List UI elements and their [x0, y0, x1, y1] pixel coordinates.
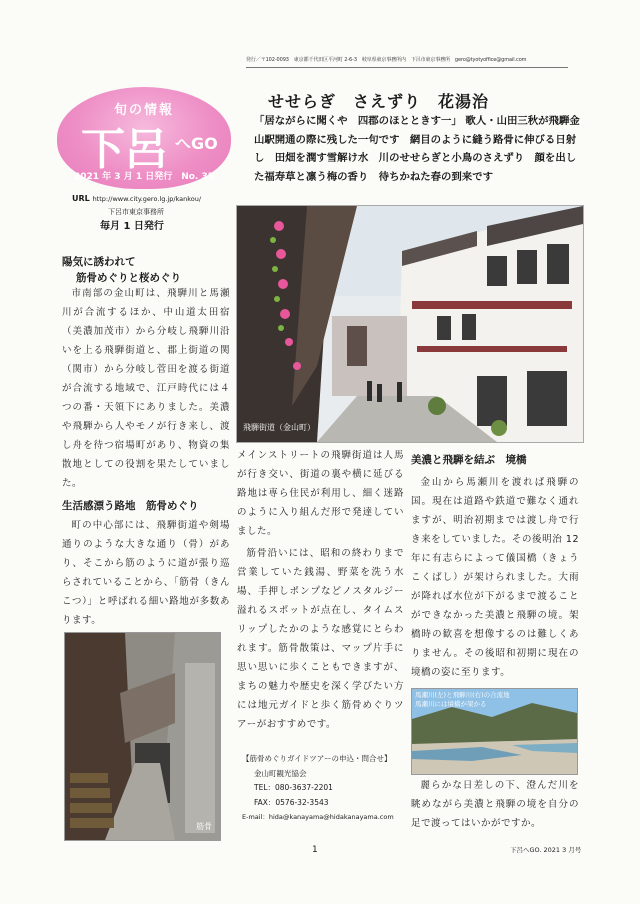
office-name: 下呂市東京事務所	[108, 208, 164, 216]
river-photo-caption: 馬瀬川(左)と飛騨川(右)の合流地 馬瀬川には境橋が架かる	[415, 691, 510, 708]
alley-photo-caption: 筋骨	[196, 822, 212, 831]
frequency: 毎月 1 日発行	[100, 221, 164, 232]
contact-org: 金山町観光協会	[254, 768, 307, 778]
column2-para2: 筋骨沿いには、昭和の終わりまで営業していた銭湯、野菜を洗う水場、手押しポンプなどノスタルジー溢れるスポットが点在し、タイムスリップしたかのような感覚にとらわれます。筋骨散策は、マップ片手に思い思いに歩くこともできますが、まちの魅力や歴史を深く学びたい方には地元ガイドと歩く筋骨めぐりツアーがおすすめです。	[237, 548, 404, 730]
section2-heading: 生活感漂う路地 筋骨めぐり	[62, 500, 199, 512]
feature-title: せせらぎ さえずり 花湯治	[268, 92, 490, 111]
publisher-info: 発行／〒102-0093 東京都千代田区平河町 2-6-3 岐阜県東京事務所内 下呂市東京事務所 gero@tyotyoffice@gmail.com	[246, 57, 527, 63]
section1-heading-line2: 筋骨めぐりと桜めぐり	[76, 272, 181, 284]
logo-subtitle: 旬の情報	[113, 103, 174, 118]
header-rule	[246, 67, 568, 68]
url-link[interactable]: http://www.city.gero.lg.jp/kankou/	[92, 195, 202, 203]
river-photo	[411, 688, 578, 775]
page-number: 1	[312, 845, 318, 855]
section1-heading	[62, 254, 230, 286]
contact-box	[242, 752, 402, 825]
section3-closing: 麗らかな日差しの下、澄んだ川を眺めながら美濃と飛騨の境を自分の足で渡ってはいかがですか。	[411, 780, 579, 829]
section3-body: 金山から馬瀬川を渡れば飛騨の国。現在は道路や鉄道で難なく通れますが、明治初期までは渡し舟で行き来をしていました。その後明治 12 年に有志らによって儀国橋（きょうこくばし）が架けられました。大雨が降れば水位が下がるまで渡ることができなかった美濃と飛騨の境。架橋時の歓喜を想像するのは難しくありません。その後昭和初期に現在の境橋の姿に至ります。	[411, 477, 579, 678]
street-photo	[236, 205, 584, 443]
logo-suffix: へGO	[175, 134, 218, 153]
street-photo-caption: 飛騨街道（金山町）	[243, 423, 315, 432]
url-line[interactable]	[72, 194, 201, 203]
contact-fax: FAX：0576-32-3543	[254, 797, 329, 807]
footer-issue: 下呂へGO. 2021 3 月号	[510, 846, 582, 854]
feature-poem: 「居ながらに聞くや 四郡のほとときす一」 歌人・山田三秋が飛騨金山駅開通の際に残した一句です 網目のように縫う路骨に伸びる日射し 田畑を潤す雪解け水 川のせせらぎと小鳥のさえずり 顔を出した福寿草と凛う梅の香り 待ちかねた春の到来です	[254, 115, 580, 183]
contact-tel[interactable]: TEL：080-3637-2201	[254, 783, 333, 792]
issue-date: 2021 年 3 月 1 日発行 No. 35	[73, 172, 215, 182]
section1-body: 市南部の金山町は、飛騨川と馬瀬川が合流するほか、中山道太田宿（美濃加茂市）から分岐し飛騨川沿いを上る飛騨街道と、郡上街道の関（関市）から分岐し菅田を渡る街道が合流する地域で、江戸時代には４つの番・天領下にありました。美濃や飛騨から人やモノが行き来し、渡し舟を待つ宿場町があり、物資の集散地としての役割を果たしていました。	[62, 288, 230, 489]
section1-heading-line1: 陽気に誘われて	[62, 256, 136, 268]
logo-name: 下呂	[81, 124, 167, 175]
section3-heading: 美濃と飛騨を結ぶ 境橋	[411, 454, 527, 466]
url-label: URL	[72, 194, 90, 203]
logo	[57, 87, 231, 189]
section2-body: 町の中心部には、飛騨街道や剣場通りのような大きな通り（骨）があり、そこから筋のように道が張り巡らされていることから、「筋骨（きんこつ）」と呼ばれる細い路地が多数あります。	[62, 520, 230, 626]
column2-para1: メインストリートの飛騨街道は人馬が行き交い、街道の裏や横に延びる路地は専ら住民が利用し、細く迷路のように入り組んだ形で発達していました。	[237, 450, 404, 537]
alley-photo	[64, 632, 221, 841]
contact-email[interactable]: E-mail：hida@kanayama@hidakanayama.com	[242, 813, 394, 821]
contact-heading: 【筋骨めぐりガイドツアーの申込・問合せ】	[242, 754, 392, 763]
